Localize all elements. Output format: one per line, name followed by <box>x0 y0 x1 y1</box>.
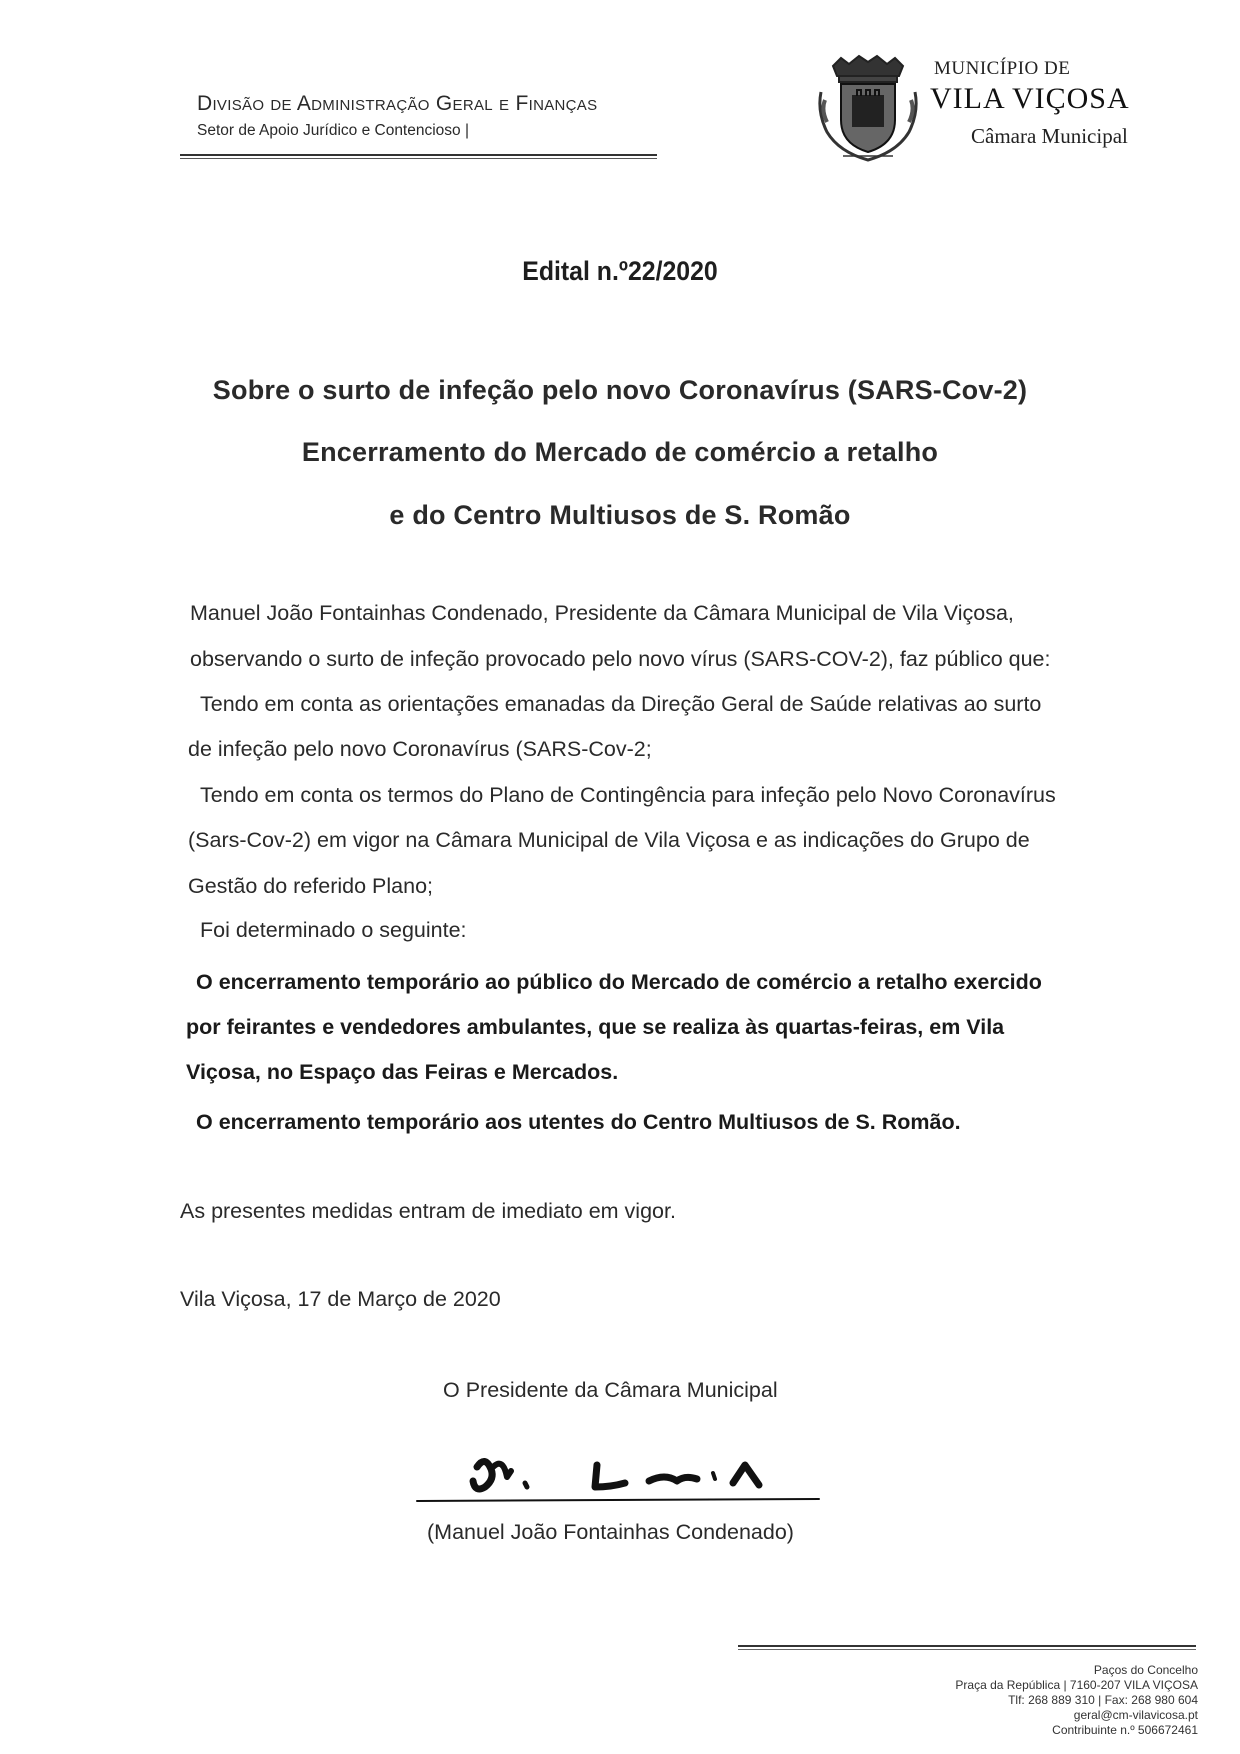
footer-rule-thin <box>738 1649 1196 1650</box>
sector-name: Setor de Apoio Jurídico e Contencioso | <box>197 122 469 139</box>
signature-icon <box>415 1435 825 1507</box>
decision-line: por feirantes e vendedores ambulantes, que se realiza às quartas-feiras, em Vila <box>186 1015 1005 1039</box>
division-name: Divisão de Administração Geral e Finanças <box>197 92 598 115</box>
body-line: Foi determinado o seguinte: <box>200 918 467 942</box>
decision-line: O encerramento temporário ao público do Mercado de comércio a retalho exercido <box>196 970 1042 994</box>
body-line: Tendo em conta os termos do Plano de Contingência para infeção pelo Novo Coronavírus <box>200 783 1056 807</box>
header-rule <box>180 154 657 156</box>
body-line: Manuel João Fontainhas Condenado, Presidente da Câmara Municipal de Vila Viçosa, <box>190 601 1014 625</box>
body-line: de infeção pelo novo Coronavírus (SARS-Cov-2; <box>188 737 652 761</box>
signer-role: O Presidente da Câmara Municipal <box>443 1378 778 1402</box>
footer-line: Tlf: 268 889 310 | Fax: 268 980 604 <box>1008 1693 1198 1707</box>
subtitle-3: e do Centro Multiusos de S. Romão <box>389 500 851 530</box>
subtitle-1: Sobre o surto de infeção pelo novo Coronavírus (SARS-Cov-2) <box>212 375 1028 405</box>
body-line: Gestão do referido Plano; <box>188 874 434 898</box>
signer-name: (Manuel João Fontainhas Condenado) <box>427 1520 794 1544</box>
municipal-crest-icon <box>813 52 923 164</box>
municipality-name: VILA VIÇOSA <box>930 82 1130 115</box>
decision-line: Viçosa, no Espaço das Feiras e Mercados. <box>186 1060 619 1084</box>
body-line: (Sars-Cov-2) em vigor na Câmara Municipal de Vila Viçosa e as indicações do Grupo de <box>188 828 1030 852</box>
footer-line: Paços do Concelho <box>1093 1663 1198 1677</box>
body-line: Tendo em conta as orientações emanadas da Direção Geral de Saúde relativas ao surto <box>200 692 1042 716</box>
footer-rule <box>738 1645 1196 1647</box>
footer-line: geral@cm-vilavicosa.pt <box>1073 1708 1198 1722</box>
effect-statement: As presentes medidas entram de imediato em vigor. <box>180 1199 676 1223</box>
body-line: observando o surto de infeção provocado pelo novo vírus (SARS-COV-2), faz público que: <box>190 647 1051 671</box>
subtitle-2: Encerramento do Mercado de comércio a retalho <box>301 437 939 467</box>
footer-line: Praça da República | 7160-207 VILA VIÇOSA <box>955 1678 1198 1692</box>
place-date: Vila Viçosa, 17 de Março de 2020 <box>180 1287 501 1311</box>
decision-line: O encerramento temporário aos utentes do Centro Multiusos de S. Romão. <box>196 1110 961 1134</box>
municipality-prefix: MUNICÍPIO DE <box>934 58 1071 79</box>
header-rule-thin <box>180 158 657 159</box>
footer-line: Contribuinte n.º 506672461 <box>1052 1723 1198 1737</box>
municipality-body: Câmara Municipal <box>971 124 1128 148</box>
edict-title: Edital n.º22/2020 <box>522 256 718 286</box>
